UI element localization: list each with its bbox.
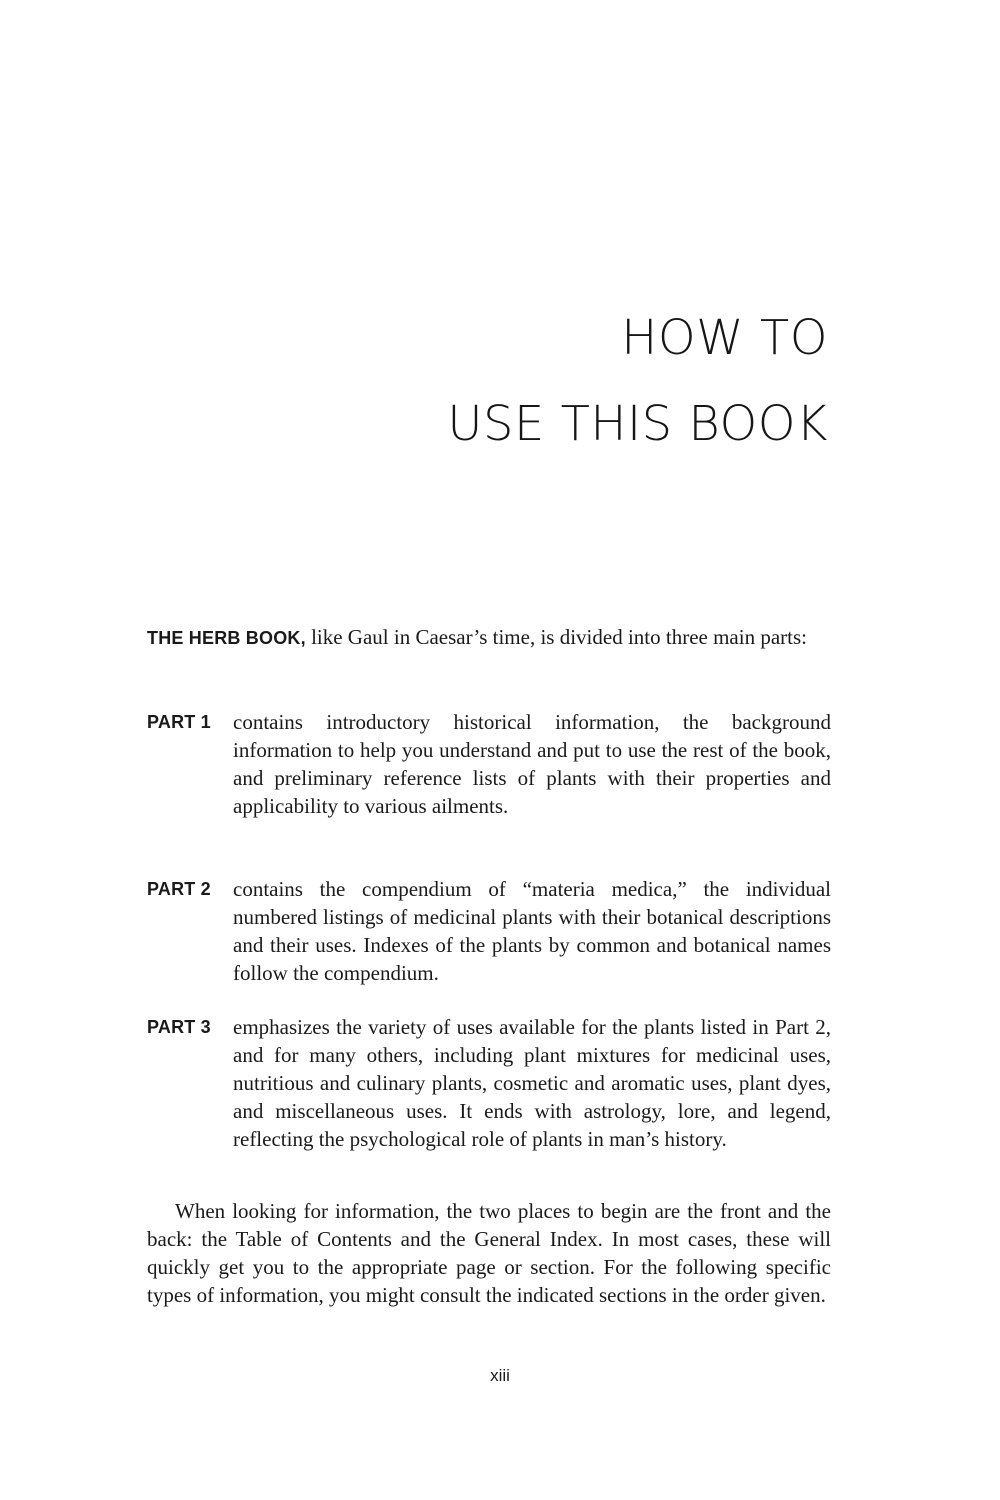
title-line-1: HOW TO: [621, 310, 828, 366]
closing-paragraph: When looking for information, the two places to begin are the front and the back: the Table of Contents and the General Index. In most cases, these will quickly get you to the appropriate page or section. For the following specific types of information, you might consult the indicated sections in the order given.: [147, 1199, 831, 1307]
part-2-label: PART 2: [147, 879, 211, 899]
page-number: xiii: [490, 1366, 510, 1385]
part-1-text: contains introductory historical information, the background information to help you understand and put to use the rest of the book, and preliminary reference lists of plants with their properties and applicability to various ailments.: [233, 710, 831, 818]
intro-text: like Gaul in Caesar’s time, is divided into three main parts:: [305, 625, 807, 649]
part-2-entry: [147, 875, 831, 987]
intro-lead: THE HERB BOOK,: [147, 628, 306, 648]
title-line-2: USE THIS BOOK: [447, 396, 828, 452]
part-1-entry: [147, 708, 831, 820]
part-3-label: PART 3: [147, 1017, 211, 1037]
part-3-entry: [147, 1013, 831, 1153]
part-3-text: emphasizes the variety of uses available for the plants listed in Part 2, and for many others, including plant mixtures for medicinal uses, nutritious and culinary plants, cosmetic and aromatic uses, plant dyes, and miscellaneous uses. It ends with astrology, lore, and legend, reflecting the psychological role of plants in man’s history.: [233, 1015, 831, 1151]
intro-paragraph: [147, 623, 831, 652]
page-title: [447, 295, 828, 467]
part-1-label: PART 1: [147, 712, 211, 732]
part-2-text: contains the compendium of “materia medica,” the individual numbered listings of medicinal plants with their botanical descriptions and their uses. Indexes of the plants by common and botanical names follow the compendium.: [233, 877, 831, 985]
